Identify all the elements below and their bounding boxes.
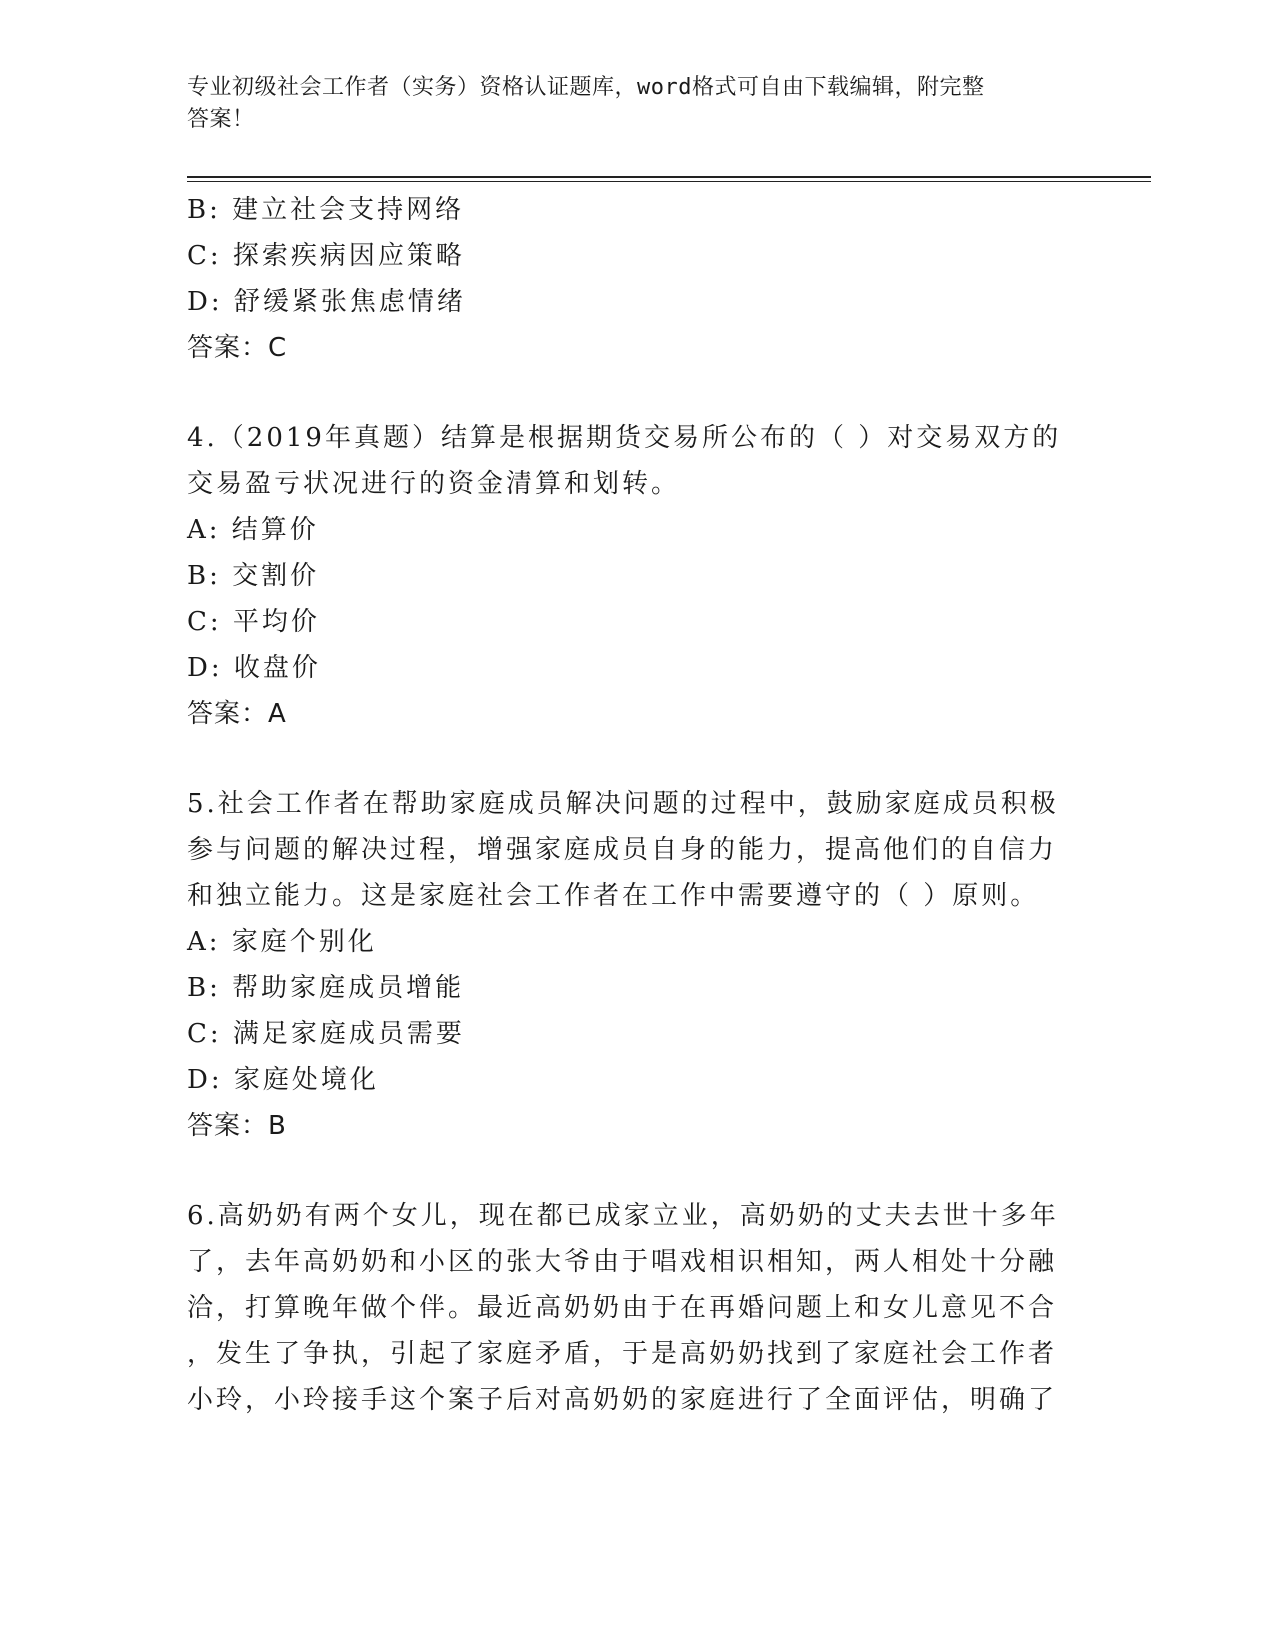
question-6 xyxy=(187,1193,1087,1423)
document-body xyxy=(187,187,1087,1423)
question-5 xyxy=(187,781,1087,1149)
option-a: A: 家庭个别化 xyxy=(187,927,377,957)
answer-line: 答案：B xyxy=(187,1111,287,1141)
answer-line: 答案：A xyxy=(187,699,287,729)
header-line-2: 答案！ xyxy=(187,107,255,132)
option-c: C: 平均价 xyxy=(187,607,320,637)
option-c: C: 满足家庭成员需要 xyxy=(187,1019,465,1049)
option-c: C: 探索疾病因应策略 xyxy=(187,241,465,271)
question-text-line: 5.社会工作者在帮助家庭成员解决问题的过程中，鼓励家庭成员积极 xyxy=(187,789,1059,819)
header-divider-thin xyxy=(187,181,1151,182)
option-b: B: 建立社会支持网络 xyxy=(187,195,465,225)
question-text-line: 和独立能力。这是家庭社会工作者在工作中需要遵守的（ ）原则。 xyxy=(187,881,1040,911)
question-3-continued xyxy=(187,187,1087,371)
answer-line: 答案：C xyxy=(187,333,288,363)
option-d: D: 收盘价 xyxy=(187,653,321,683)
question-text-line: 小玲，小玲接手这个案子后对高奶奶的家庭进行了全面评估，明确了 xyxy=(187,1385,1058,1415)
document-header xyxy=(187,72,1067,136)
question-text-line: 6.高奶奶有两个女儿，现在都已成家立业，高奶奶的丈夫去世十多年 xyxy=(187,1201,1059,1231)
header-divider-thick xyxy=(187,176,1151,178)
question-text-line: 4.（2019年真题）结算是根据期货交易所公布的（ ）对交易双方的 xyxy=(187,423,1062,453)
question-text-line: 交易盈亏状况进行的资金清算和划转。 xyxy=(187,469,681,499)
option-a: A: 结算价 xyxy=(187,515,319,545)
option-d: D: 舒缓紧张焦虑情绪 xyxy=(187,287,466,317)
question-text-line: 了，去年高奶奶和小区的张大爷由于唱戏相识相知，两人相处十分融 xyxy=(187,1247,1058,1277)
question-text-line: 参与问题的解决过程，增强家庭成员自身的能力，提高他们的自信力 xyxy=(187,835,1058,865)
question-text-line: 洽，打算晚年做个伴。最近高奶奶由于在再婚问题上和女儿意见不合 xyxy=(187,1293,1058,1323)
option-d: D: 家庭处境化 xyxy=(187,1065,379,1095)
header-line-1: 专业初级社会工作者（实务）资格认证题库，word格式可自由下载编辑，附完整 xyxy=(187,75,985,100)
option-b: B: 帮助家庭成员增能 xyxy=(187,973,465,1003)
question-text-line: ，发生了争执，引起了家庭矛盾，于是高奶奶找到了家庭社会工作者 xyxy=(187,1339,1058,1369)
option-b: B: 交割价 xyxy=(187,561,320,591)
question-4 xyxy=(187,415,1087,737)
